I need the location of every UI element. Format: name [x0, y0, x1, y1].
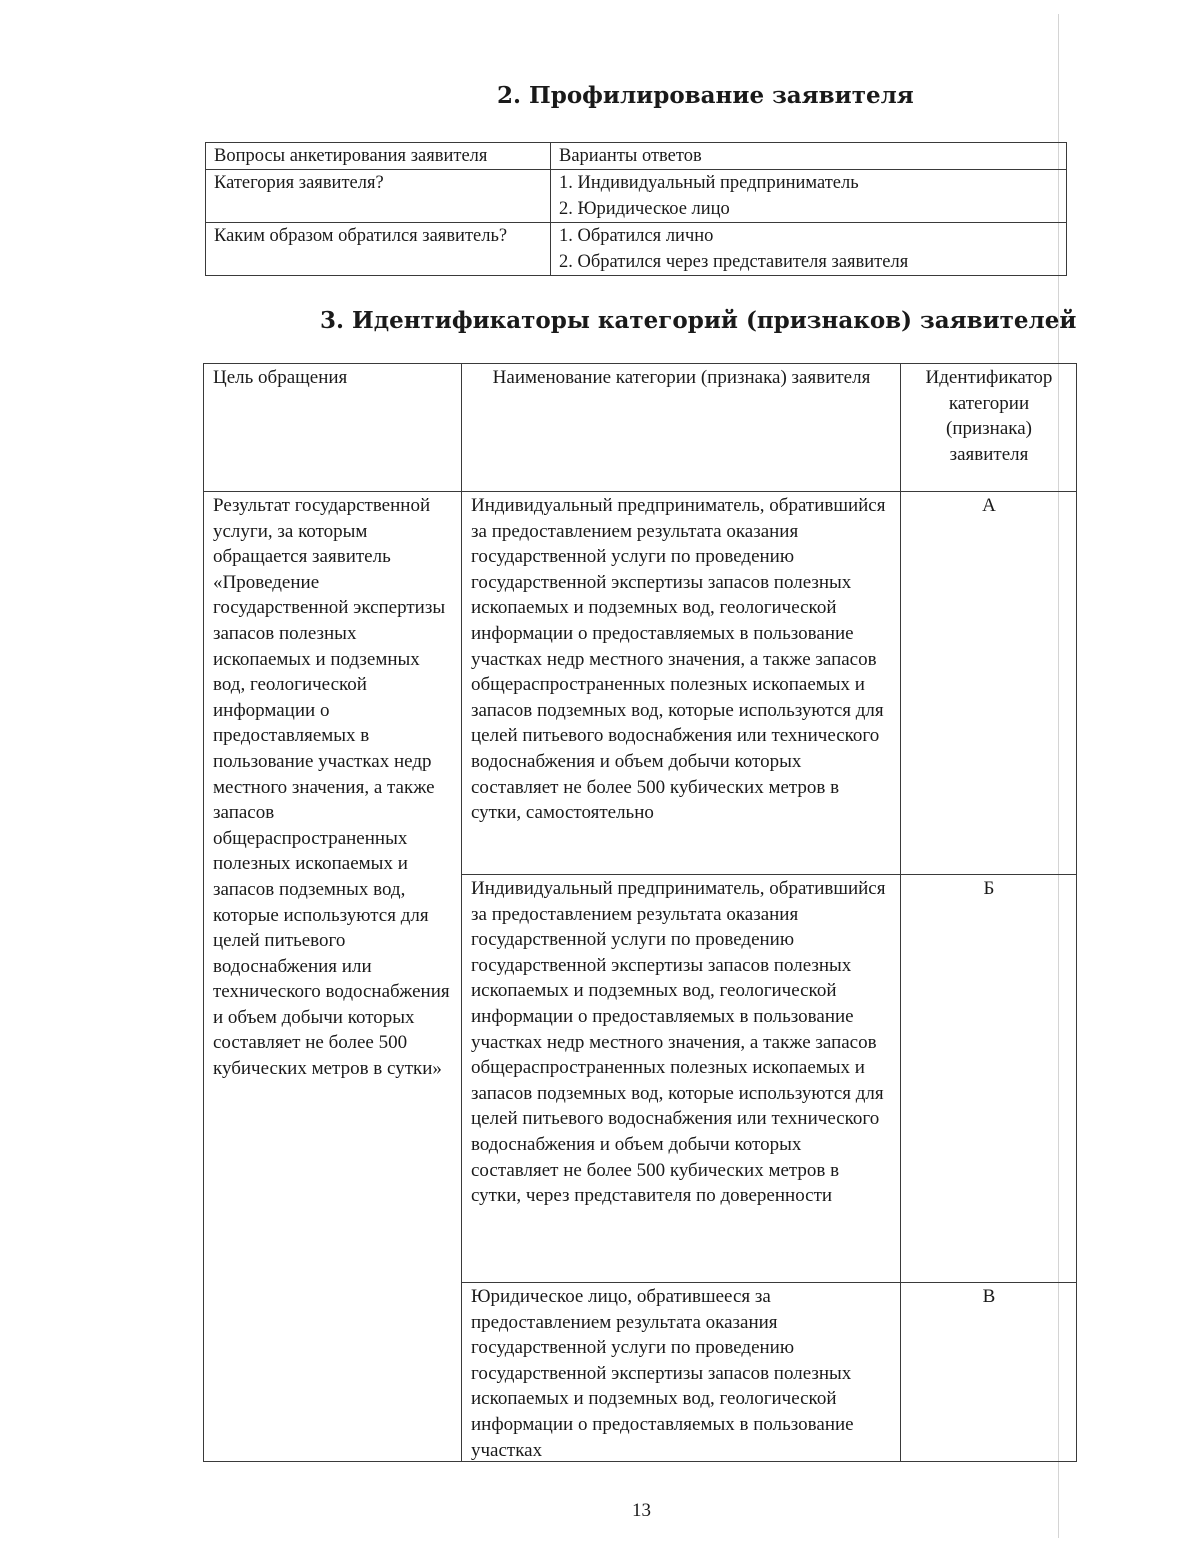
category-id-cell: А — [901, 492, 1077, 875]
answers-cell — [551, 223, 1067, 276]
category-name-cell — [462, 1283, 901, 1462]
table-header-row — [206, 143, 1067, 170]
question-text: Каким образом обратился заявитель? — [214, 226, 508, 246]
section-2-title: 2. Профилирование заявителя — [497, 82, 914, 109]
answer-option: 1. Индивидуальный предприниматель — [559, 173, 859, 193]
category-name-cell: Индивидуальный предприниматель, обратившийся за предоставлением результата оказания государственной услуги по проведению государственной экспертизы запасов полезных ископаемых и подземных вод, геологической информации о предоставляемых в пользование участках недр местного значения, а также запасов общераспространенных полезных ископаемых и запасов подземных вод, которые используются для целей питьевого водоснабжения или технического водоснабжения и объем добычи которых составляет не более 500 кубических метров в сутки, самостоятельно — [462, 492, 901, 875]
category-name-cell: Индивидуальный предприниматель, обратившийся за предоставлением результата оказания государственной услуги по проведению государственной экспертизы запасов полезных ископаемых и подземных вод, геологической информации о предоставляемых в пользование участках недр местного значения, а также запасов общераспространенных полезных ископаемых и запасов подземных вод, которые используются для целей питьевого водоснабжения или технического водоснабжения и объем добычи которых составляет не более 500 кубических метров в сутки, через представителя по доверенности — [462, 875, 901, 1283]
applicant-profiling-table — [205, 142, 1067, 276]
answer-option: 2. Обратился через представителя заявителя — [559, 252, 909, 272]
header-questions: Вопросы анкетирования заявителя — [206, 143, 551, 170]
header-category-name: Наименование категории (признака) заявителя — [462, 364, 901, 492]
table-row — [206, 170, 1067, 223]
category-id-cell: Б — [901, 875, 1077, 1283]
header-answers: Варианты ответов — [551, 143, 1067, 170]
header-purpose: Цель обращения — [204, 364, 462, 492]
table-row — [204, 492, 1077, 875]
question-cell — [206, 223, 551, 276]
page-number: 13 — [632, 1500, 651, 1521]
question-cell: Категория заявителя? — [206, 170, 551, 223]
table-row — [206, 223, 1067, 276]
answer-option: 1. Обратился лично — [559, 226, 714, 246]
category-id-cell: В — [901, 1283, 1077, 1462]
section-3-title: 3. Идентификаторы категорий (признаков) заявителей — [320, 307, 1077, 334]
purpose-cell: Результат государственной услуги, за которым обращается заявитель «Проведение государственной экспертизы запасов полезных ископаемых и подземных вод, геологической информации о предоставляемых в пользование участках недр местного значения, а также запасов общераспространенных полезных ископаемых и запасов подземных вод, которые используются для целей питьевого водоснабжения или технического водоснабжения и объем добычи которых составляет не более 500 кубических метров в сутки» — [204, 492, 462, 1462]
answer-option: 2. Юридическое лицо — [559, 199, 730, 219]
table-header-row — [204, 364, 1077, 492]
category-name-text: Юридическое лицо, обратившееся за предоставлением результата оказания государственной услуги по проведению государственной экспертизы запасов полезных ископаемых и подземных вод, геологической информации о предоставляемых в пользование участках — [471, 1286, 854, 1461]
applicant-category-identifiers-table — [203, 363, 1077, 1462]
header-category-id: Идентификатор категории (признака) заявителя — [901, 364, 1077, 492]
answers-cell — [551, 170, 1067, 223]
